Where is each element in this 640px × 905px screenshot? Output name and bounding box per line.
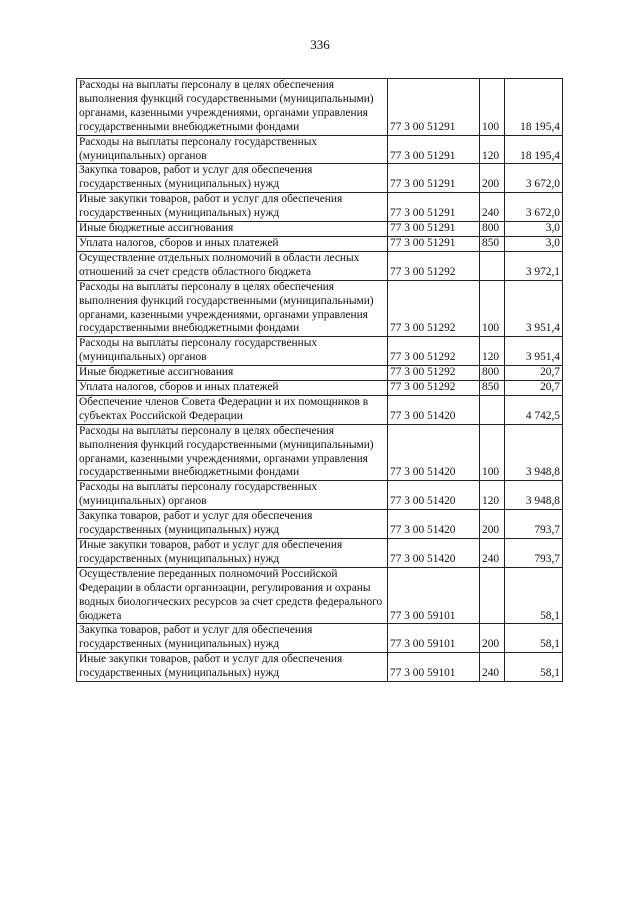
target-article-code-cell: 77 3 00 51291 [388, 236, 480, 251]
table-row [77, 424, 563, 481]
expense-name-cell: Осуществление отдельных полномочий в области лесных отношений за счет средств областного бюджета [77, 251, 388, 280]
target-article-code-cell: 77 3 00 51292 [388, 337, 480, 366]
table-row [77, 193, 563, 222]
expense-name-cell: Расходы на выплаты персоналу в целях обеспечения выполнения функций государственными (муниципальными) органами, казенными учреждениями, органами управления государственными внебюджетными фондами [77, 79, 388, 136]
table-row [77, 337, 563, 366]
expense-name-cell: Закупка товаров, работ и услуг для обеспечения государственных (муниципальных) нужд [77, 510, 388, 539]
table-row [77, 79, 563, 136]
amount-cell: 793,7 [505, 510, 563, 539]
expense-name-cell: Закупка товаров, работ и услуг для обеспечения государственных (муниципальных) нужд [77, 624, 388, 653]
target-article-code-cell: 77 3 00 51420 [388, 424, 480, 481]
expense-type-code-cell: 200 [480, 164, 505, 193]
amount-cell: 58,1 [505, 567, 563, 624]
expense-type-code-cell: 850 [480, 236, 505, 251]
expense-name-cell: Закупка товаров, работ и услуг для обеспечения государственных (муниципальных) нужд [77, 164, 388, 193]
amount-cell: 20,7 [505, 366, 563, 381]
expense-type-code-cell [480, 567, 505, 624]
expense-type-code-cell: 200 [480, 510, 505, 539]
amount-cell: 20,7 [505, 381, 563, 396]
amount-cell: 3 951,4 [505, 280, 563, 337]
expense-name-cell: Обеспечение членов Совета Федерации и их помощников в субъектах Российской Федерации [77, 395, 388, 424]
table-row [77, 624, 563, 653]
table-row [77, 381, 563, 396]
expense-name-cell: Уплата налогов, сборов и иных платежей [77, 236, 388, 251]
expense-type-code-cell: 120 [480, 481, 505, 510]
table-row [77, 135, 563, 164]
target-article-code-cell: 77 3 00 51291 [388, 193, 480, 222]
table-row [77, 539, 563, 568]
amount-cell: 3 951,4 [505, 337, 563, 366]
target-article-code-cell: 77 3 00 51291 [388, 135, 480, 164]
amount-cell: 58,1 [505, 624, 563, 653]
expense-type-code-cell [480, 251, 505, 280]
expense-type-code-cell: 120 [480, 135, 505, 164]
expense-name-cell: Иные закупки товаров, работ и услуг для обеспечения государственных (муниципальных) нужд [77, 193, 388, 222]
table-row [77, 222, 563, 237]
amount-cell: 18 195,4 [505, 79, 563, 136]
expense-name-cell: Расходы на выплаты персоналу в целях обеспечения выполнения функций государственными (муниципальными) органами, казенными учреждениями, органами управления государственными внебюджетными фондами [77, 424, 388, 481]
amount-cell: 3 948,8 [505, 481, 563, 510]
amount-cell: 3 672,0 [505, 164, 563, 193]
target-article-code-cell: 77 3 00 51420 [388, 481, 480, 510]
amount-cell: 58,1 [505, 653, 563, 682]
target-article-code-cell: 77 3 00 51292 [388, 251, 480, 280]
expense-type-code-cell: 240 [480, 193, 505, 222]
target-article-code-cell: 77 3 00 51291 [388, 222, 480, 237]
amount-cell: 793,7 [505, 539, 563, 568]
expense-name-cell: Осуществление переданных полномочий Российской Федерации в области организации, регулирования и охраны водных биологических ресурсов за счет средств федерального бюджета [77, 567, 388, 624]
expense-name-cell: Расходы на выплаты персоналу государственных (муниципальных) органов [77, 481, 388, 510]
table-row [77, 653, 563, 682]
target-article-code-cell: 77 3 00 59101 [388, 653, 480, 682]
expense-type-code-cell: 850 [480, 381, 505, 396]
table-row [77, 510, 563, 539]
target-article-code-cell: 77 3 00 51291 [388, 164, 480, 193]
amount-cell: 18 195,4 [505, 135, 563, 164]
table-row [77, 251, 563, 280]
target-article-code-cell: 77 3 00 51291 [388, 79, 480, 136]
table-row [77, 395, 563, 424]
expense-type-code-cell: 240 [480, 539, 505, 568]
expense-type-code-cell: 120 [480, 337, 505, 366]
expense-name-cell: Расходы на выплаты персоналу в целях обеспечения выполнения функций государственными (муниципальными) органами, казенными учреждениями, органами управления государственными внебюджетными фондами [77, 280, 388, 337]
expense-name-cell: Иные бюджетные ассигнования [77, 366, 388, 381]
table-row [77, 366, 563, 381]
target-article-code-cell: 77 3 00 59101 [388, 567, 480, 624]
expense-name-cell: Уплата налогов, сборов и иных платежей [77, 381, 388, 396]
target-article-code-cell: 77 3 00 51420 [388, 395, 480, 424]
table-row [77, 481, 563, 510]
expense-type-code-cell: 100 [480, 79, 505, 136]
amount-cell: 4 742,5 [505, 395, 563, 424]
expense-name-cell: Иные закупки товаров, работ и услуг для обеспечения государственных (муниципальных) нужд [77, 653, 388, 682]
expense-name-cell: Расходы на выплаты персоналу государственных (муниципальных) органов [77, 135, 388, 164]
amount-cell: 3 948,8 [505, 424, 563, 481]
expense-type-code-cell [480, 395, 505, 424]
budget-table-body [77, 79, 563, 682]
target-article-code-cell: 77 3 00 51420 [388, 539, 480, 568]
budget-table [76, 78, 563, 682]
target-article-code-cell: 77 3 00 51292 [388, 366, 480, 381]
expense-type-code-cell: 800 [480, 222, 505, 237]
amount-cell: 3 972,1 [505, 251, 563, 280]
expense-name-cell: Иные бюджетные ассигнования [77, 222, 388, 237]
table-row [77, 164, 563, 193]
expense-type-code-cell: 100 [480, 280, 505, 337]
target-article-code-cell: 77 3 00 51292 [388, 381, 480, 396]
expense-type-code-cell: 240 [480, 653, 505, 682]
expense-name-cell: Иные закупки товаров, работ и услуг для обеспечения государственных (муниципальных) нужд [77, 539, 388, 568]
amount-cell: 3,0 [505, 222, 563, 237]
target-article-code-cell: 77 3 00 51292 [388, 280, 480, 337]
expense-type-code-cell: 800 [480, 366, 505, 381]
expense-type-code-cell: 200 [480, 624, 505, 653]
table-row [77, 567, 563, 624]
table-row [77, 236, 563, 251]
target-article-code-cell: 77 3 00 51420 [388, 510, 480, 539]
table-row [77, 280, 563, 337]
amount-cell: 3,0 [505, 236, 563, 251]
expense-type-code-cell: 100 [480, 424, 505, 481]
expense-name-cell: Расходы на выплаты персоналу государственных (муниципальных) органов [77, 337, 388, 366]
target-article-code-cell: 77 3 00 59101 [388, 624, 480, 653]
amount-cell: 3 672,0 [505, 193, 563, 222]
page-number: 336 [310, 37, 330, 52]
